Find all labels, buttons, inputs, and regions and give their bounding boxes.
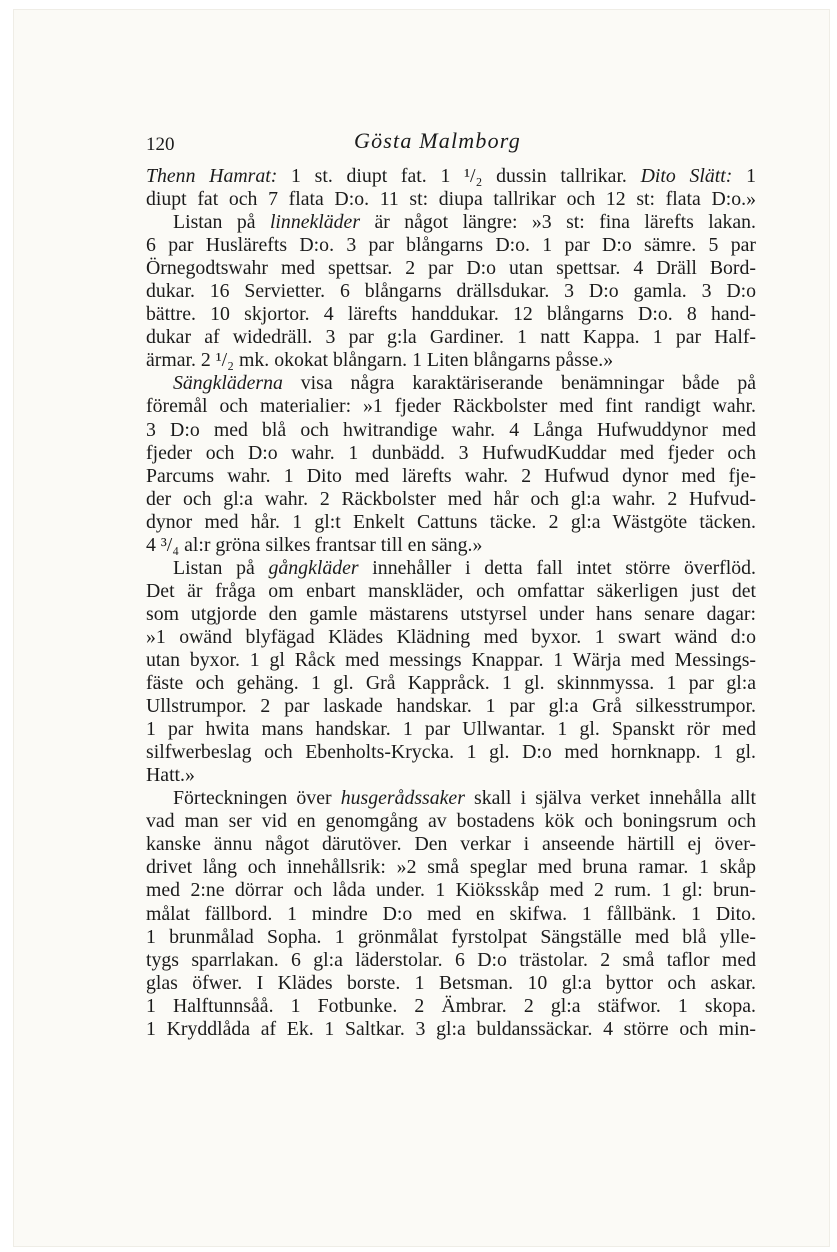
italic-term: Thenn Hamrat:	[146, 165, 278, 187]
text-line	[146, 672, 756, 695]
text-segment: 1 Kryddlåda af Ek. 1 Saltkar. 3 gl:a buldanssäckar. 4 större och min-	[146, 1017, 756, 1040]
italic-term: linnekläder	[269, 211, 361, 234]
text-segment: glas öfwer. I Klädes borste. 1 Betsman. 10 gl:a byttor och askar.	[146, 971, 756, 994]
page-header	[146, 125, 756, 165]
text-segment: med 2:ne dörrar och låda under. 1 Kiöksskåp med 2 rum. 1 gl: brun-	[146, 879, 756, 902]
text-segment: 1 par hwita mans handskar. 1 par Ullwantar. 1 gl. Spanskt rör med	[146, 718, 756, 741]
text-line	[146, 395, 756, 418]
text-line	[146, 787, 756, 810]
text-segment: Parcums wahr. 1 Dito med lärefts wahr. 2 Hufwud dynor med fje-	[146, 464, 756, 487]
running-head: Gösta Malmborg	[354, 128, 521, 153]
italic-term: gångkläder	[268, 556, 359, 579]
text-segment: silfwerbeslag och Ebenholts-Krycka. 1 gl. D:o med hornknapp. 1 gl.	[146, 741, 756, 764]
text-line	[146, 1018, 756, 1041]
text-line	[146, 280, 756, 303]
text-line	[146, 188, 756, 211]
text-line	[146, 442, 756, 465]
text-segment: Ullstrumpor. 2 par laskade handskar. 1 par gl:a Grå silkesstrumpor.	[146, 695, 756, 718]
text-line	[146, 603, 756, 626]
text-line	[146, 257, 756, 280]
text-line	[146, 303, 756, 326]
text-line	[146, 488, 756, 511]
text-line	[146, 580, 756, 603]
text-segment: Hatt.»	[146, 764, 195, 787]
body-text	[146, 165, 756, 1041]
text-segment: Listan på	[173, 556, 269, 579]
text-line	[146, 326, 756, 349]
text-line	[146, 695, 756, 718]
text-segment: fjeder och D:o wahr. 1 dunbädd. 3 HufwudKuddar med fjeder och	[146, 441, 756, 464]
text-segment: föremål och materialier: »1 fjeder Räckbolster med fint randigt wahr.	[146, 395, 756, 418]
text-line	[146, 211, 756, 234]
text-segment: tygs sparrlakan. 6 gl:a läderstolar. 6 D:o trästolar. 2 små taflor med	[146, 948, 756, 971]
text-segment: 6 par Huslärefts D:o. 3 par blångarns D:o. 1 par D:o sämre. 5 par	[146, 234, 756, 257]
text-segment: målat fällbord. 1 mindre D:o med en skifwa. 1 fållbänk. 1 Dito.	[146, 902, 756, 925]
text-line	[146, 879, 756, 902]
text-line	[146, 903, 756, 926]
text-line	[146, 810, 756, 833]
text-line	[146, 349, 756, 372]
text-segment: fäste och gehäng. 1 gl. Grå Kappråck. 1 gl. skinnmyssa. 1 par gl:a	[146, 672, 756, 695]
text-block	[146, 125, 756, 1041]
text-line	[146, 972, 756, 995]
text-line	[146, 626, 756, 649]
text-segment: »1 owänd blyfägad Klädes Klädning med byxor. 1 swart wänd d:o	[146, 625, 756, 648]
text-segment: ärmar. 2 ¹/₂ mk. okokat blångarn. 1 Liten blångarns påsse.»	[146, 349, 614, 372]
text-segment: drivet lång och innehållsrik: »2 små speglar med bruna ramar. 1 skåp	[146, 856, 756, 879]
text-line	[146, 856, 756, 879]
text-segment: Det är fråga om enbart manskläder, och omfattar säkerligen just det	[146, 579, 756, 602]
text-line	[146, 557, 756, 580]
text-segment: vad man ser vid en genomgång av bostadens kök och boningsrum och	[146, 810, 756, 833]
text-segment: Listan på	[173, 211, 270, 234]
text-line	[146, 833, 756, 856]
text-line	[146, 764, 756, 787]
text-segment: Örnegodtswahr med spettsar. 2 par D:o utan spettsar. 4 Dräll Bord-	[146, 257, 756, 280]
text-segment: 3 D:o med blå och hwitrandige wahr. 4 Långa Hufwuddynor med	[146, 418, 756, 441]
text-line	[146, 926, 756, 949]
text-segment: skall i själva verket innehålla allt	[464, 787, 756, 810]
text-line	[146, 511, 756, 534]
text-segment: dukar af widedräll. 3 par g:la Gardiner. 1 natt Kappa. 1 par Half-	[146, 326, 756, 349]
text-segment: 1 brunmålad Sopha. 1 grönmålat fyrstolpat Sängställe med blå ylle-	[146, 925, 756, 948]
text-segment: innehåller i detta fall intet större överflöd.	[358, 556, 756, 579]
text-line	[146, 718, 756, 741]
text-segment: diupt fat och 7 flata D:o. 11 st: diupa tallrikar och 12 st: flata D:o.»	[146, 188, 756, 211]
text-line	[146, 372, 756, 395]
text-line	[146, 741, 756, 764]
text-line	[146, 995, 756, 1018]
text-segment: som utgjorde den gamle mästarens utstyrsel under hans senare dagar:	[146, 602, 756, 625]
text-segment: kanske ännu något därutöver. Den verkar i anseende härtill ej över-	[146, 833, 756, 856]
text-line	[146, 419, 756, 442]
text-segment: dynor med hår. 1 gl:t Enkelt Cattuns täcke. 2 gl:a Wästgöte täcken.	[146, 510, 756, 533]
text-line	[146, 949, 756, 972]
page-number: 120	[146, 134, 175, 155]
italic-term: husgerådssaker	[340, 787, 465, 810]
text-segment: utan byxor. 1 gl Råck med messings Knappar. 1 Wärja med Messings-	[146, 648, 756, 671]
text-line	[146, 649, 756, 672]
book-page	[14, 10, 829, 1246]
text-segment: dukar. 16 Servietter. 6 blångarns drällsdukar. 3 D:o gamla. 3 D:o	[146, 280, 756, 303]
text-line	[146, 165, 756, 188]
text-segment: 4 ³/₄ al:r gröna silkes frantsar till en säng.»	[146, 533, 483, 556]
text-line	[146, 534, 756, 557]
text-segment: är något längre: »3 st: fina lärefts lakan.	[360, 211, 756, 234]
italic-term: Sängkläderna	[173, 372, 283, 395]
text-segment: visa några karaktäriserande benämningar både på	[282, 372, 756, 395]
text-segment: Förteckningen över	[173, 787, 341, 810]
text-segment: 1	[732, 165, 756, 187]
italic-term: Dito Slätt:	[640, 165, 733, 187]
text-segment: der och gl:a wahr. 2 Räckbolster med hår och gl:a wahr. 2 Hufvud-	[146, 487, 756, 510]
text-segment: bättre. 10 skjortor. 4 lärefts handdukar. 12 blångarns D:o. 8 hand-	[146, 303, 756, 326]
text-segment: 1 st. diupt fat. 1 ¹/₂ dussin tallrikar.	[277, 165, 641, 187]
text-line	[146, 234, 756, 257]
text-segment: 1 Halftunnsåå. 1 Fotbunke. 2 Ämbrar. 2 gl:a stäfwor. 1 skopa.	[146, 994, 756, 1017]
text-line	[146, 465, 756, 488]
